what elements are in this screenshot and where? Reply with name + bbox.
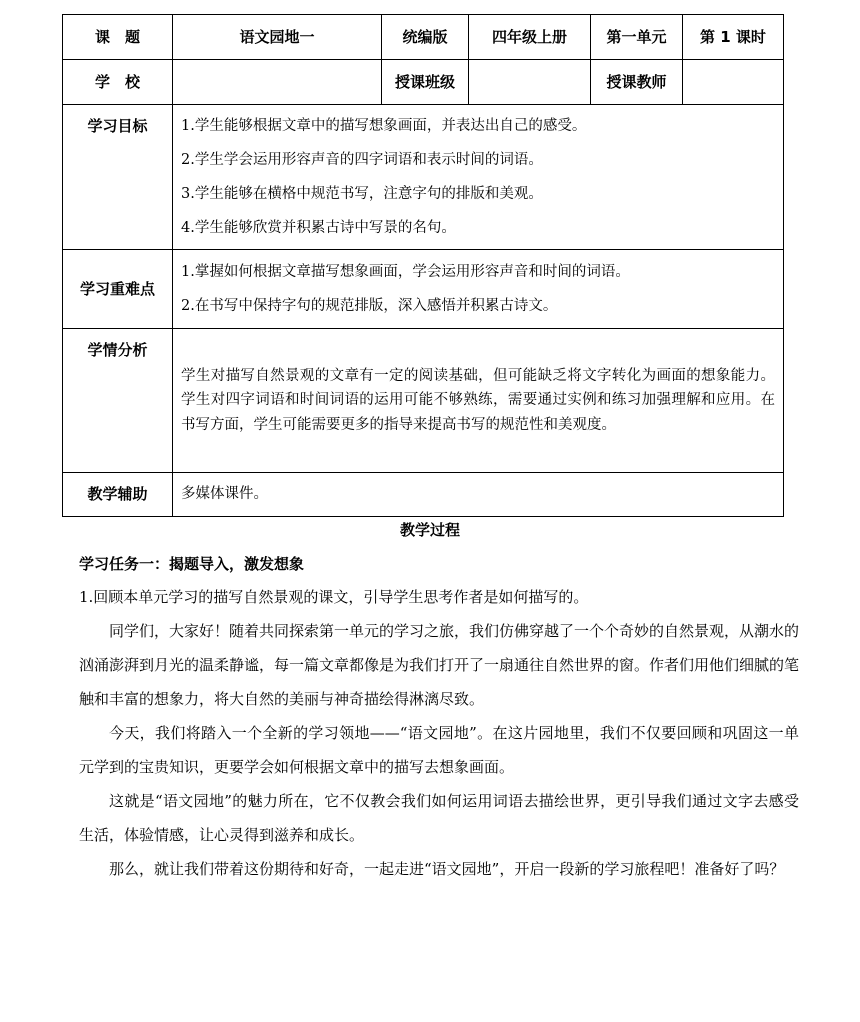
teacher-value <box>683 60 784 105</box>
analysis-row <box>63 329 784 473</box>
analysis-content <box>173 329 784 473</box>
class-label: 授课班级 <box>382 60 469 105</box>
process-body <box>79 580 799 886</box>
process-paragraph: 今天，我们将踏入一个全新的学习领地——“语文园地”。在这片园地里，我们不仅要回顾和巩固这一单元学到的宝贵知识，更要学会如何根据文章中的描写去想象画面。 <box>79 724 799 776</box>
goal-item: 2.学生学会运用形容声音的四字词语和表示时间的词语。 <box>181 152 543 168</box>
key-points-content <box>173 250 784 329</box>
goals-label: 学习目标 <box>63 105 173 250</box>
process-title: 教学过程 <box>399 521 460 539</box>
aids-label: 教学辅助 <box>63 473 173 517</box>
goal-item: 4.学生能够欣赏并积累古诗中写景的名句。 <box>181 220 456 236</box>
key-point-item: 2.在书写中保持字句的规范排版，深入感悟并积累古诗文。 <box>181 298 558 314</box>
key-points-row <box>63 250 784 329</box>
key-point-item: 1.掌握如何根据文章描写想象画面，学会运用形容声音和时间的词语。 <box>181 264 630 280</box>
step1-text: 1.回顾本单元学习的描写自然景观的课文，引导学生思考作者是如何描写的。 <box>79 588 589 606</box>
process-paragraph: 这就是“语文园地”的魅力所在，它不仅教会我们如何运用词语去描绘世界，更引导我们通过文字去感受生活，体验情感，让心灵得到滋养和成长。 <box>79 792 799 844</box>
goal-item: 1.学生能够根据文章中的描写想象画面，并表达出自己的感受。 <box>181 118 587 134</box>
task1-title: 学习任务一：揭题导入，激发想象 <box>79 555 305 573</box>
goals-row <box>63 105 784 250</box>
grade-cell: 四年级上册 <box>469 15 591 60</box>
school-value <box>173 60 382 105</box>
school-row <box>63 60 784 105</box>
topic-label: 课 题 <box>63 15 173 60</box>
aids-content: 多媒体课件。 <box>173 473 784 517</box>
key-points-label <box>63 250 173 329</box>
class-value <box>469 60 591 105</box>
goals-content <box>173 105 784 250</box>
edition-cell: 统编版 <box>382 15 469 60</box>
process-paragraph: 那么，就让我们带着这份期待和好奇，一起走进“语文园地”，开启一段新的学习旅程吧！准备好了吗？ <box>109 860 785 878</box>
lesson-plan-table <box>62 14 784 517</box>
analysis-label: 学情分析 <box>63 329 173 473</box>
teacher-label: 授课教师 <box>591 60 683 105</box>
key-points-label-text: 学习重难点 <box>79 279 155 298</box>
header-row <box>63 15 784 60</box>
process-paragraph: 同学们，大家好！随着共同探索第一单元的学习之旅，我们仿佛穿越了一个个奇妙的自然景观，从潮水的汹涌澎湃到月光的温柔静谧，每一篇文章都像是为我们打开了一扇通往自然世界的窗。作者们用他们细腻的笔触和丰富的想象力，将大自然的美丽与神奇描绘得淋漓尽致。 <box>79 622 800 708</box>
school-label: 学 校 <box>63 60 173 105</box>
goal-item: 3.学生能够在横格中规范书写，注意字句的排版和美观。 <box>181 186 543 202</box>
analysis-text: 学生对描写自然景观的文章有一定的阅读基础，但可能缺乏将文字转化为画面的想象能力。学生对四字词语和时间词语的运用可能不够熟练，需要通过实例和练习加强理解和应用。在书写方面，学生可能需要更多的指导来提高书写的规范性和美观度。 <box>181 367 775 433</box>
topic-value: 语文园地一 <box>173 15 382 60</box>
period-cell: 第 1 课时 <box>683 15 784 60</box>
aids-row <box>63 473 784 517</box>
unit-cell: 第一单元 <box>591 15 683 60</box>
